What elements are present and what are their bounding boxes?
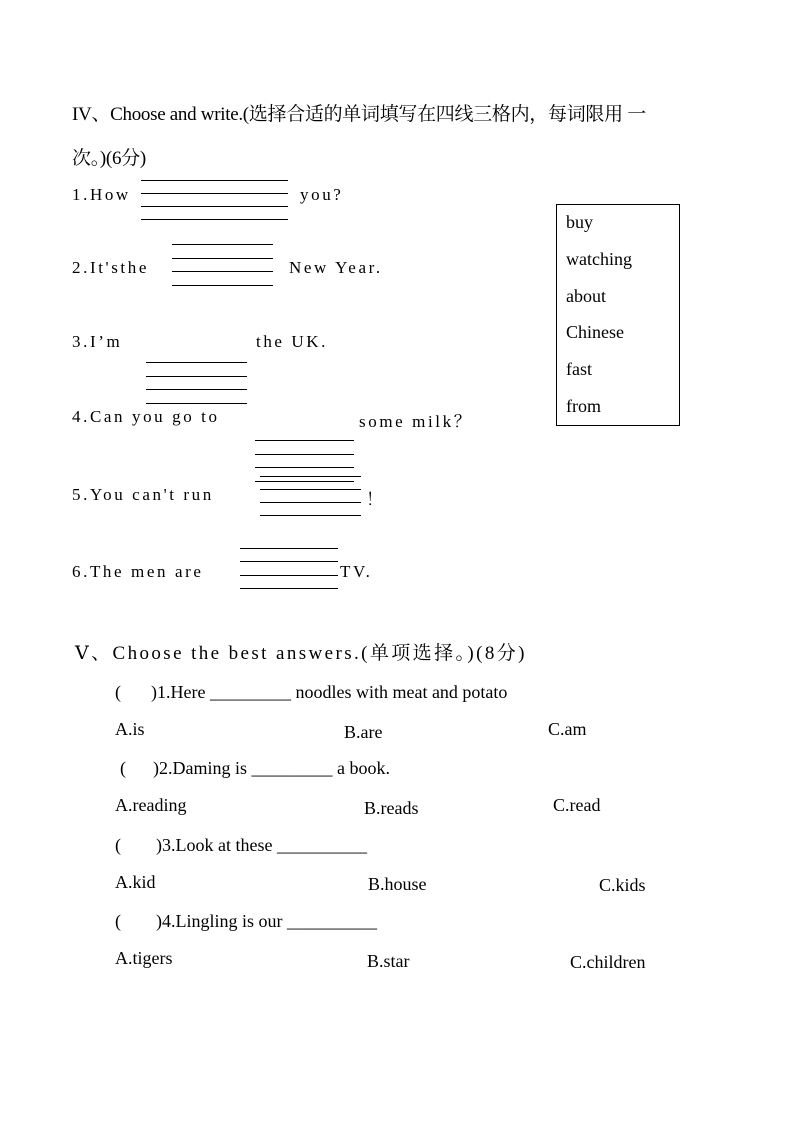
mc-q4-option-b[interactable]: B.star (367, 951, 410, 971)
q6-text-after: TV. (340, 562, 373, 581)
mc-q3-option-b[interactable]: B.house (368, 874, 427, 894)
q2-text-before: 2.It'sthe (72, 258, 149, 277)
q1-text-after: you? (300, 185, 344, 204)
mc-q1-option-b[interactable]: B.are (344, 722, 383, 742)
q5-four-line-grid[interactable] (260, 476, 361, 516)
mc-q1-paren[interactable]: ( (115, 682, 121, 702)
mc-q3-option-c[interactable]: C.kids (599, 875, 646, 895)
mc-q3-paren[interactable]: ( (115, 835, 121, 855)
q3-text-before: 3.I’m (72, 332, 123, 351)
mc-q2-paren[interactable]: ( (120, 758, 126, 778)
mc-q3-text: )3.Look at these __________ (156, 835, 367, 855)
q4-text-after: some milk？ (359, 412, 474, 431)
q2-text-after: New Year. (289, 258, 383, 277)
word-bank-item: Chinese (566, 322, 624, 342)
mc-q4-option-c[interactable]: C.children (570, 952, 646, 972)
q1-four-line-grid[interactable] (141, 180, 288, 220)
q1-text-before: 1.How (72, 185, 131, 204)
q5-text-after: ！ (366, 490, 386, 509)
word-bank-item: watching (566, 249, 632, 269)
word-bank-box (556, 204, 680, 426)
q4-text-before: 4.Can you go to (72, 407, 220, 426)
mc-q1-text: )1.Here _________ noodles with meat and potato (151, 682, 508, 702)
mc-q2-option-b[interactable]: B.reads (364, 798, 419, 818)
mc-q3-option-a[interactable]: A.kid (115, 872, 156, 892)
mc-q1-option-a[interactable]: A.is (115, 719, 145, 739)
mc-q2-text: )2.Daming is _________ a book. (153, 758, 390, 778)
mc-q1-option-c[interactable]: C.am (548, 719, 587, 739)
word-bank-item: fast (566, 359, 592, 379)
q2-four-line-grid[interactable] (172, 244, 273, 286)
mc-q4-paren[interactable]: ( (115, 911, 121, 931)
mc-q4-option-a[interactable]: A.tigers (115, 948, 173, 968)
section-4-title-line2: 次。)(6分) (72, 148, 146, 169)
q5-text-before: 5.You can't run (72, 485, 214, 504)
word-bank-item: from (566, 396, 601, 416)
word-bank-item: about (566, 286, 606, 306)
q6-four-line-grid[interactable] (240, 548, 338, 589)
q3-text-after: the UK. (256, 332, 329, 351)
section-5-title: Ⅴ、Choose the best answers.(单项选择。)(8分) (75, 643, 527, 664)
section-4-title-line1: IV、Choose and write.(选择合适的单词填写在四线三格内，每词限用 一 (72, 104, 646, 125)
mc-q2-option-c[interactable]: C.read (553, 795, 601, 815)
word-bank-item: buy (566, 212, 593, 232)
q6-text-before: 6.The men are (72, 562, 204, 581)
mc-q2-option-a[interactable]: A.reading (115, 795, 187, 815)
q3-four-line-grid[interactable] (146, 362, 247, 404)
mc-q4-text: )4.Lingling is our __________ (156, 911, 377, 931)
